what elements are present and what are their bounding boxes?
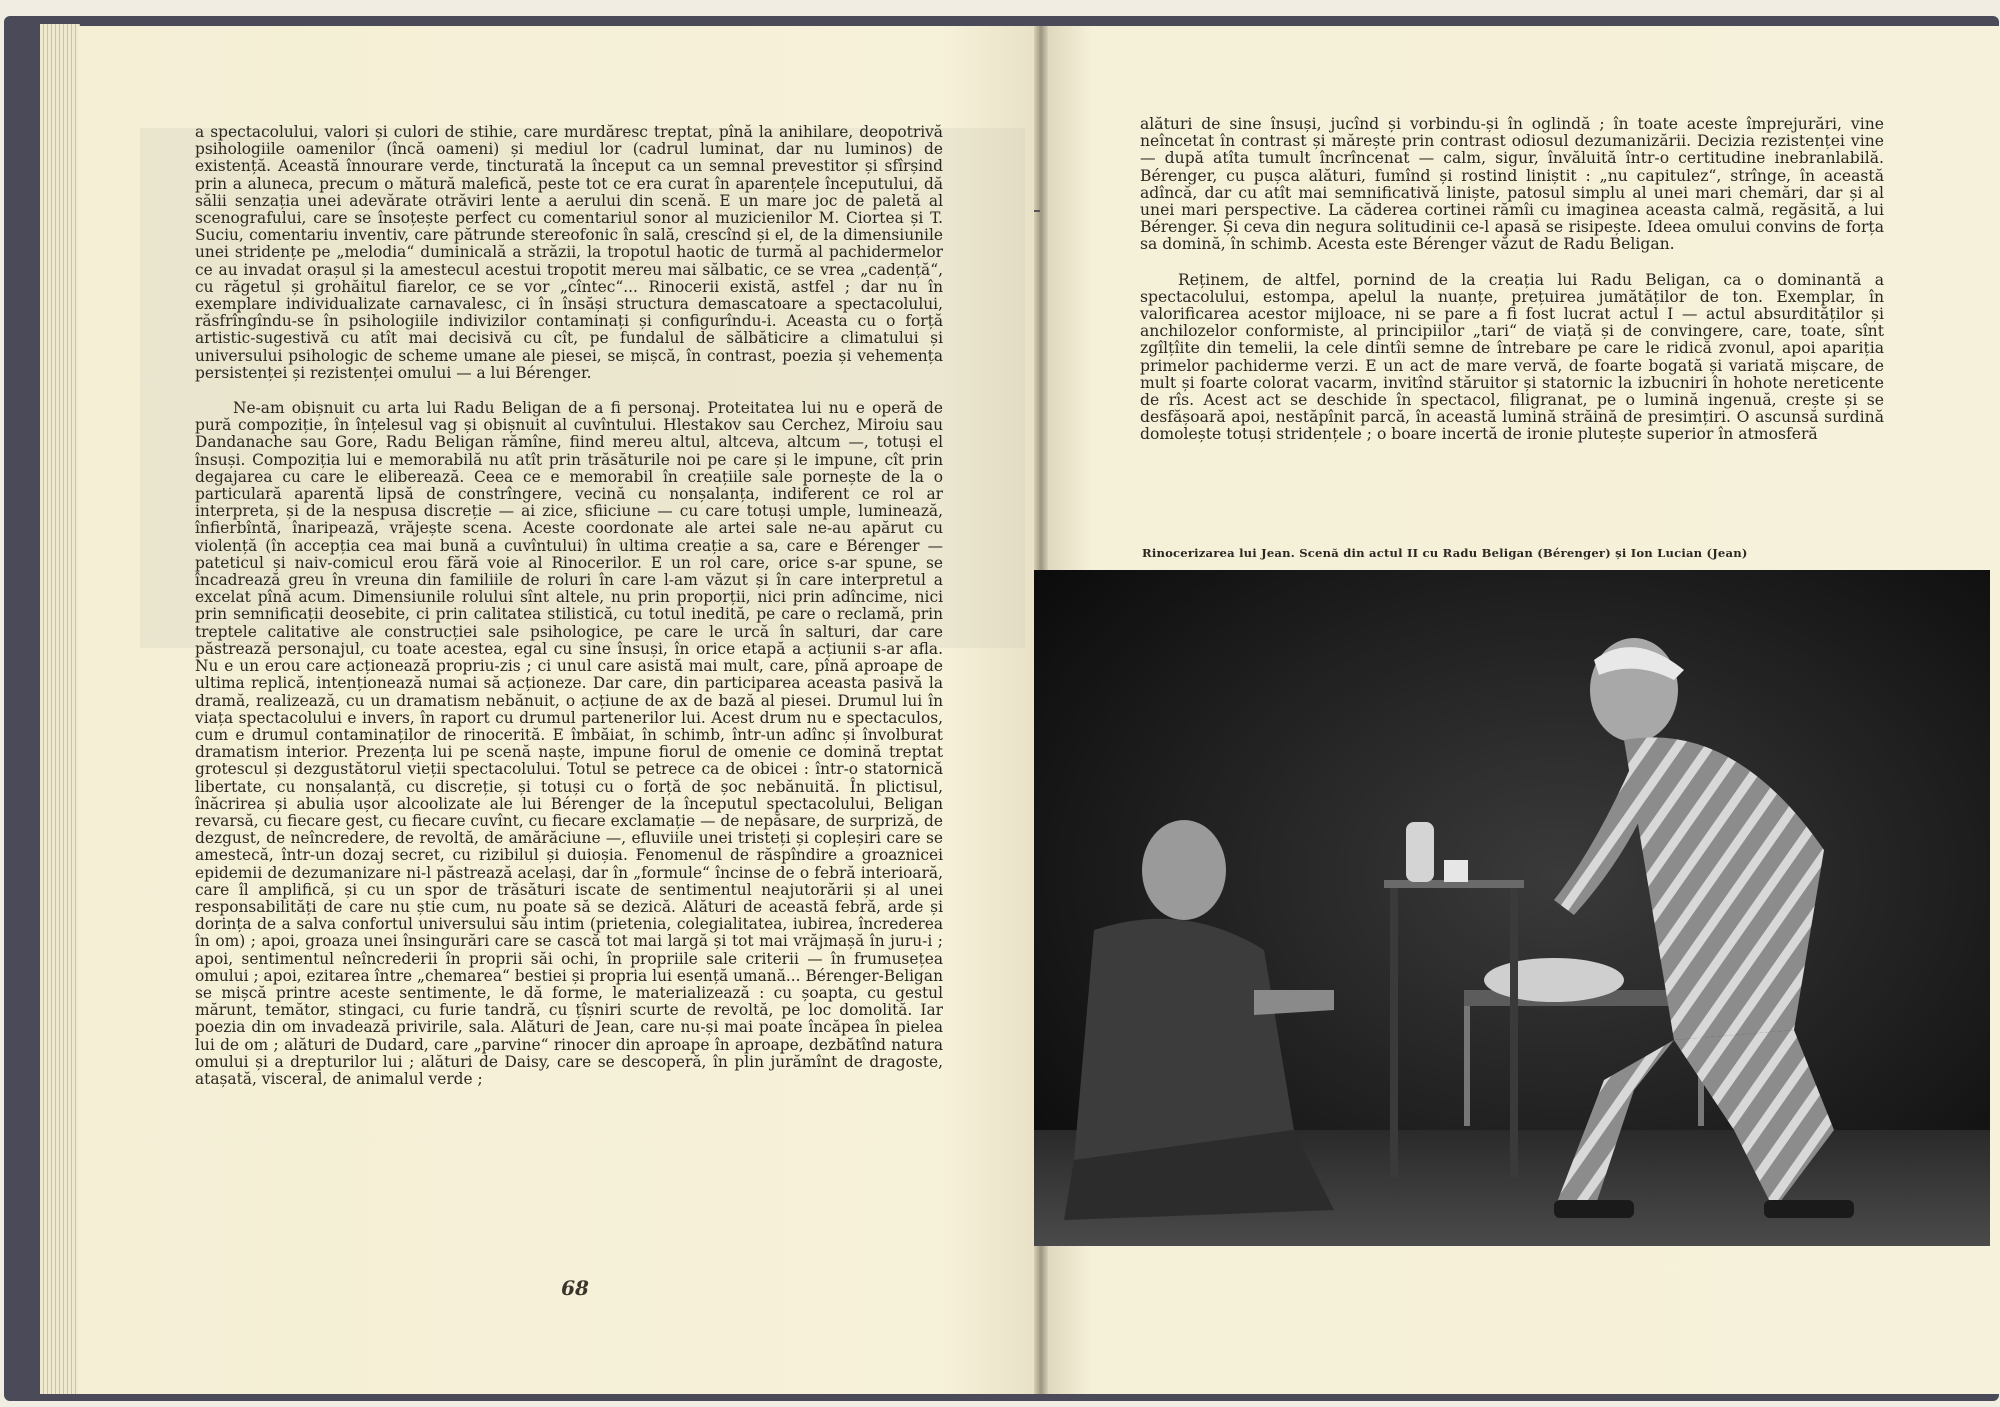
left-paragraph-1: a spectacolului, valori și culori de stihie, care murdăresc treptat, pînă la anihilare, deopotrivă psihologiile oamenilor (încă oameni) și mediul lor (cadrul luminat, dar nu luminos) de existență. Această înnourare verde, tincturată la început ca un semnal prevestitor și sfîrșind prin a aluneca, precum o mătură malefică, peste tot ce era curat în aparențele începutului, dă sălii senzația unei adevărate otrăviri lente a aerului din scenă. E un mare joc de paletă al scenografului, care se însoțește perfect cu comentariul sonor al muzicienilor M. Ciortea și T. Suciu, comentariu inventiv, care pătrunde stereofonic în sală, crescînd și el, de la dimensiunile unei stridențe pe „melodia“ duminicală a străzii, la tropotul haotic de turmă al pachidermelor ce au invadat orașul și la amestecul acestui tropotit mereu mai sălbatic, ce se vrea „cadență“, cu răgetul și grohăitul fiarelor, ce se vor „cîntec“... Rinocerii există, astfel ; dar nu în exemplare individualizate carnavalesc, ci în însăși structura demascatoare a spectacolului, răsfrîngîndu-se în psihologiile indivizilor contaminați și configurîndu-i. Aceasta cu o forță artistic-sugestivă cu atît mai decisivă cu cît, pe fundalul de sălbăticire a climatului și universului psihologic de scheme umane ale piesei, se mișcă, în contrast, poezia și vehemența persistenței și rezistenței omului — a lui Bérenger. <box>195 123 943 382</box>
gutter-mark <box>1034 210 1040 212</box>
right-paragraph-2: Reținem, de altfel, pornind de la creația lui Radu Beligan, ca o dominantă a spectacolului, estompa, apelul la nuanțe, prețuirea jumătăților de ton. Exemplar, în valorificarea acestor mijloace, ni se pare a fi fost lucrat actul I — actul absurdităților și anchilozelor conformiste, al principiilor „tari“ de viață și de convingere, care, toate, sînt zgîlțîite din temelii, la cele dintîi semne de întrebare pe care le ridică zvonul, apoi apariția primelor pachiderme verzi. E un act de mare vervă, de foarte bogată și variată mișcare, de mult și foarte colorat vacarm, invitînd stăruitor și statornic la izbucniri în hohote nereticente de rîs. Acest act se deschide în spectacol, filigranat, pe o lumină ingenuă, crește și se desfășoară apoi, nestăpînit parcă, în această lumină străină de presimțiri. O ascunsă surdină domolește totuși stridențele ; o boare incertă de ironie plutește superior în atmosferă <box>1140 270 1884 444</box>
photo-caption: Rinocerizarea lui Jean. Scenă din actul II cu Radu Beligan (Bérenger) și Ion Lucian (Jean) <box>1142 546 1748 560</box>
page-edges <box>40 24 80 1394</box>
stage-photo-illustration <box>1034 570 1990 1246</box>
stage-photo <box>1034 570 1990 1246</box>
right-paragraph-1: alături de sine însuși, jucînd și vorbindu-și în oglindă ; în toate aceste împrejurări, vine neîncetat în contrast și mărește prin contrast odiosul dezumanizării. Decizia rezistenței vine — după atîta tumult încrîncenat — calm, sigur, învăluită într-o certitudine inebranlabilă. Bérenger, cu pușca alături, fumînd și rostind liniștit : „nu capitulez“, strînge, în această adîncă, dar cu atît mai semnificativă liniște, patosul simplu al unei mari chemări, dar și al unei mari perspective. La căderea cortinei rămîi cu imaginea aceasta calmă, regăsită, a lui Bérenger. Și ceva din negura solitudinii ce-l apasă se risipește. Ideea omului convins de forța sa domină, în schimb. Acesta este Bérenger văzut de Radu Beligan. <box>1140 115 1884 254</box>
right-page-text <box>1140 116 1884 444</box>
left-page-text <box>195 124 943 1088</box>
page-number: 68 <box>561 1276 589 1300</box>
left-paragraph-2: Ne-am obișnuit cu arta lui Radu Beligan de a fi personaj. Proteitatea lui nu e operă de pură compoziție, în înțelesul vag și obișnuit al cuvîntului. Hlestakov sau Cerchez, Miroiu sau Dandanache sau Gore, Radu Beligan rămîne, fiind mereu altul, altceva, altcum —, totuși el însuși. Compoziția lui e memorabilă nu atît prin trăsăturile noi pe care și le impune, cît prin degajarea cu care le eliberează. Ceea ce e memorabil în creațiile sale pornește de la o particulară aparentă lipsă de constrîngere, vecină cu nonșalanța, indiferent ce rol ar interpreta, și de la nespusa discreție — ai zice, sfiiciune — cu care totuși umple, luminează, înfierbîntă, înaripează, vrăjește scena. Aceste coordonate ale artei sale ne-au apărut cu violență (în accepția cea mai bună a cuvîntului) în ultima creație a sa, care e Bérenger — pateticul și naiv-comicul erou fără voie al Rinocerilor. E un rol care, orice s-ar spune, se încadrează greu în vreuna din familiile de roluri în care l-am văzut și în care interpretul a excelat pînă acum. Dimensiunile rolului sînt altele, nu prin proporții, nici prin adîncime, nici prin semnificații deosebite, ci prin calitatea stilistică, cu totul inedită, pe care o reclamă, prin treptele calitative ale construcției sale psihologice, pe care le urcă în salturi, dar care păstrează personajul, cu toate acestea, egal cu sine însuși, în orice etapă a acțiunii s-ar afla. Nu e un erou care acționează propriu-zis ; ci unul care asistă mai mult, care, pînă aproape de ultima replică, intenționează numai să acționeze. Dar care, din participarea aceasta pasivă la dramă, realizează, cu un dramatism nebănuit, o acțiune de ax de bază al piesei. Drumul lui în viața spectacolului e invers, în raport cu drumul partenerilor lui. Acest drum nu e spectaculos, cum e drumul contaminaților de rinocerită. E îmbăiat, în schimb, într-un adînc și învolburat dramatism interior. Prezența lui pe scenă naște, impune fiorul de omenie ce domină treptat grotescul și dezgustătorul vieții spectacolului. Totul se petrece ca de obicei : într-o statornică libertate, cu nonșalanță, cu discreție, și totuși cu o forță de șoc nebănuită. În plictisul, înăcrirea și abulia ușor alcoolizate ale lui Bérenger de la începutul spectacolului, Beligan revarsă, cu fiecare gest, cu fiecare cuvînt, cu fiecare exclamație — de nepăsare, de surpriză, de dezgust, de neîncredere, de revoltă, de amărăciune —, efluviile unei tristeți și copleșiri care se amestecă, într-un dozaj secret, cu rizibilul și duioșia. Fenomenul de răspîndire a groaznicei epidemii de dezumanizare ni-l păstrează același, dar în „formule“ încinse de o febră interioară, care îl amplifică, și cu un spor de trăsături iscate de sentimentul neajutorării și al unei responsabilități de care nu știe cum, nu poate să se dezică. Alături de această febră, arde și dorința de a salva confortul universului său intim (prietenia, colegialitatea, iubirea, încrederea în om) ; apoi, groaza unei însingurări care se cască tot mai largă și tot mai vrăjmașă în juru-i ; apoi, sentimentul neîncrederii în proprii săi ochi, în propriile sale criterii — în frumusețea omului ; apoi, ezitarea între „chemarea“ bestiei și propria lui esență umană... Bérenger-Beligan se mișcă printre aceste sentimente, le dă forme, le materializează : cu șoapta, cu gestul mărunt, temător, stingaci, cu furie tandră, cu țîșniri scurte de revoltă, pe loc domolită. Iar poezia din om invadează privirile, sala. Alături de Jean, care nu-și mai poate încăpea în pielea lui de om ; alături de Dudard, care „parvine“ rinocer din aproape în aproape, dezbătînd natura omului și a drepturilor lui ; alături de Daisy, care se descoperă, în plin jurămînt de dragoste, atașată, visceral, de animalul verde ; <box>195 399 943 1088</box>
